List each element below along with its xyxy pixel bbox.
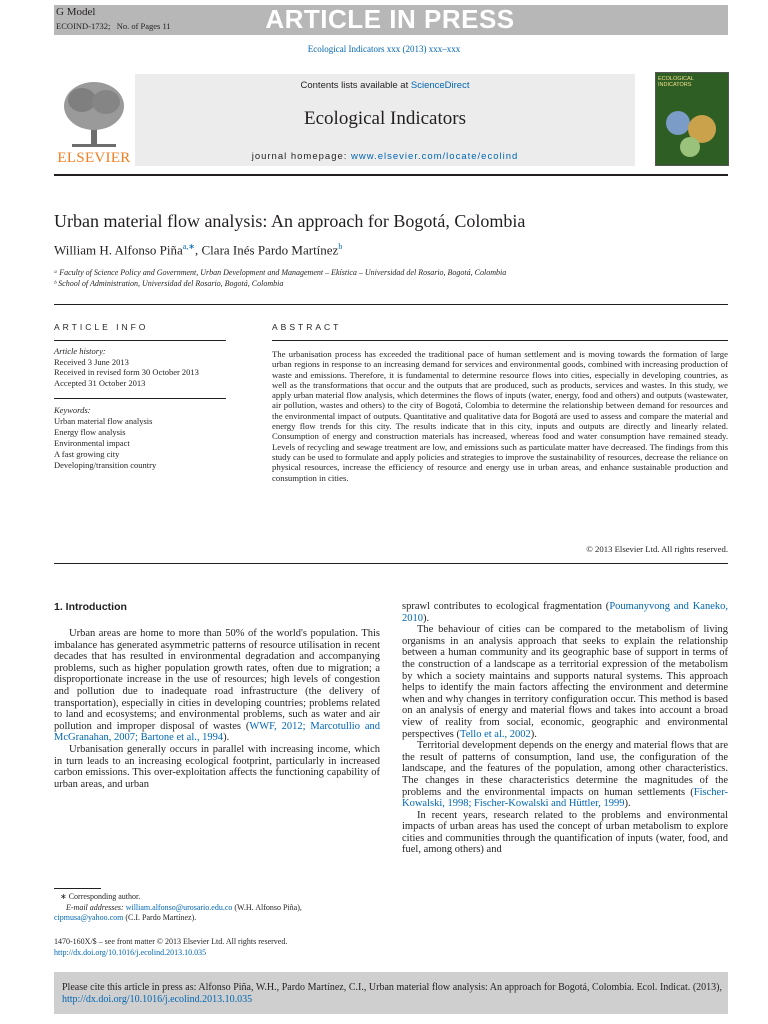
cite-this-article-text [62,982,722,1006]
contents-prefix: Contents lists available at [300,80,411,91]
history-accepted: Accepted 31 October 2013 [54,377,146,388]
paragraph-end: ). [423,612,430,624]
keyword: Environmental impact [54,438,130,448]
paragraph-text: Territorial development depends on the energy and material flows that are the result of patterns of consumption, land use, the configuration of the landscape, and the features of the population, among other characteristics. The changes in these characteristics determine the magnitudes of the problems and the environmental impacts on human settlements ( [402,740,728,798]
paragraph-text: Urban areas are home to more than 50% of the world's population. This imbalance has generated asymmetric patterns of resource utilisation in recent decades that has resulted in environmental degradation and accompanying problems, such as higher population growth rates, often due to migration; a disproportionate increase in the use of resources; high levels of congestion and pollution due to inadequate road infrastructure (the delivery of transportation), especially in cities in developing countries; problems related to land and ecosystems; and environmental problems, such as water and air pollution and improper disposal of wastes ( [54,628,380,732]
citation-link[interactable]: Tello et al., 2002 [460,728,531,740]
paragraph [54,628,380,744]
homepage-prefix: journal homepage: [251,151,352,162]
body-column-left [54,628,380,790]
homepage-line [135,151,635,162]
section-heading-introduction: 1. Introduction [54,601,127,613]
citation-link[interactable]: WWF, 2012; Marcotullio and McGranahan, 2007; Bartone et al., 1994 [54,720,380,744]
contents-line [135,80,635,91]
paragraph-end: ). [530,728,537,740]
elsevier-wordmark: ELSEVIER [57,150,131,166]
citation-link[interactable]: Fischer-Kowalski, 1998; Fischer-Kowalski and Hüttler, 1999 [402,786,728,810]
sciencedirect-link[interactable]: ScienceDirect [410,80,470,91]
history-label: Article history: [54,346,106,356]
citation-text: Please cite this article in press as: Alfonso Piña, W.H., Pardo Martínez, C.I., Urban material flow analysis: An approach for Bogotá, Colombia. Ecol. Indicat. (2013), [62,982,722,993]
article-title: Urban material flow analysis: An approach for Bogotá, Colombia [54,211,526,231]
abstract-text: The urbanisation process has exceeded the traditional pace of human settlement and is moving towards the formation of large urban regions in response to an increasing demand for services and environmental goods, combined with increasing production of waste and emissions. Therefore, it is fundamental to determine resource flows into cities, especially in developing countries, as well as the transformations that occur and the outputs that are produced, such as products, services and wastes. In this study, we apply urban material flow analysis, which determines the flows of inputs (water, energy, food and others) and outputs (wastewater, air pollution, wastes and others) to the city of Bogotá, Colombia to determine the relationship between demand for resources and the environmental impact of outputs. Quantitative and qualitative data for Bogotá are used to assess and compare the material and energy flow trends for this city. The results indicate that in this city, inputs and outputs are directly and linearly related. Consumption of energy and construction materials has increased, whereas food and water consumption have remained steady. Levels of recycling and sewage treatment are low, and emissions such as particulate matter have decreased. The findings from this study can be used to formulate and apply policies and strategies to improve the sustainability of resources, decrease the reliance on physical resources, increase the efficiency of resource and energy use in urban areas, and enhance sustainable production and consumption in cities. [272,349,728,483]
author-list [54,242,342,258]
footnote [54,892,380,924]
issn-line: 1470-160X/$ – see front matter © 2013 Elsevier Ltd. All rights reserved. [54,937,288,946]
abstract-bottom-rule [54,563,728,564]
page-count: No. of Pages 11 [116,21,171,31]
article-info-heading: ARTICLE INFO [54,322,149,332]
journal-name: Ecological Indicators [304,108,466,129]
email-1-owner: (W.H. Alfonso Piña), [232,902,302,912]
paragraph: In recent years, research related to the problems and environmental impacts of urban areas has used the concept of urban metabolism to explore cities and communities through the quantification of inputs (water, food, and fuel, among others) and [402,809,728,856]
affiliation-b: ᵇ School of Administration, Universidad del Rosario, Bogotá, Colombia [54,279,284,288]
cover-title: ECOLOGICAL INDICATORS [658,76,694,88]
author-1-affiliation[interactable]: a,∗ [182,242,196,251]
paragraph [402,740,728,810]
email-line [54,903,380,914]
history-received: Received 3 June 2013 [54,356,129,367]
article-info-rule [54,340,226,341]
keyword: Energy flow analysis [54,427,126,437]
abstract-copyright: © 2013 Elsevier Ltd. All rights reserved. [586,544,728,554]
affiliation-a: ᵃ Faculty of Science Policy and Government, Urban Development and Management – Ekística – Universidad del Rosario, Bogotá, Colombia [54,268,507,277]
email-label: E-mail addresses: [66,902,126,912]
corresponding-author: ∗ Corresponding author. [60,892,141,901]
doi-link[interactable]: http://dx.doi.org/10.1016/j.ecolind.2013.10.035 [54,947,207,957]
model-label: G Model [56,6,96,18]
abstract-heading: ABSTRACT [272,322,342,332]
paragraph-text: sprawl contributes to ecological fragmentation ( [402,601,610,612]
paragraph-end: ). [223,732,230,744]
journal-homepage-link[interactable]: www.elsevier.com/locate/ecolind [351,151,519,162]
author-2-affiliation[interactable]: b [338,242,343,251]
paragraph [402,601,728,624]
email-link-1[interactable]: william.alfonso@urosario.edu.co [125,902,233,912]
paragraph-end: ). [624,798,631,810]
keyword: Urban material flow analysis [54,416,153,426]
keywords-label: Keywords: [54,405,91,415]
journal-reference-link[interactable]: Ecological Indicators xxx (2013) xxx–xxx [307,44,461,54]
ecoind-code: ECOIND-1732; [56,21,111,31]
citation-doi-link[interactable]: http://dx.doi.org/10.1016/j.ecolind.2013.10.035 [62,994,253,1005]
author-1: William H. Alfonso Piña [54,242,183,258]
manuscript-id [56,21,171,31]
masthead-rule [54,174,728,176]
email-link-2[interactable]: cipmusa@yahoo.com [54,913,124,922]
article-history [54,346,226,388]
email-line-2 [54,913,380,924]
affiliation-rule [54,304,728,305]
email-2-owner: (C.I. Pardo Martínez). [123,913,197,922]
paragraph-text: The behaviour of cities can be compared to the metabolism of living organisms in an analysis approach that seeks to explain the relationship between a human community and its geographic base of support in terms of the construction of a landscape as a territorial expression of the metabolism by which a society maintains and supports natural systems. This approach helps to identify the main factors affecting the environment and determine when and why changes in territory configuration occur. This method is based on an analysis of energy and material flows and takes into account a broad view of reality from social, economic, geographic and environmental perspectives ( [402,624,728,740]
paragraph [402,624,728,740]
author-2: Clara Inés Pardo Martínez [201,242,339,258]
history-revised: Received in revised form 30 October 2013 [54,367,199,377]
footnote-rule [54,888,101,889]
keyword: Developing/transition country [54,460,157,470]
abstract-rule [272,340,728,341]
article-in-press-banner: ARTICLE IN PRESS [265,4,515,34]
citation-link[interactable]: Poumanyvong and Kaneko, 2010 [402,601,728,624]
author-separator: , [195,242,202,258]
paragraph: Urbanisation generally occurs in parallel with increasing income, which in turn leads to an increasing ecological footprint, particularly in increased carbon emissions. This over-exploitation affects the functioning capability of urban areas, and urban [54,743,380,790]
front-matter [54,937,380,958]
keywords-rule [54,398,226,399]
keywords [54,405,226,471]
keyword: A fast growing city [54,449,120,459]
body-column-right [402,601,728,856]
